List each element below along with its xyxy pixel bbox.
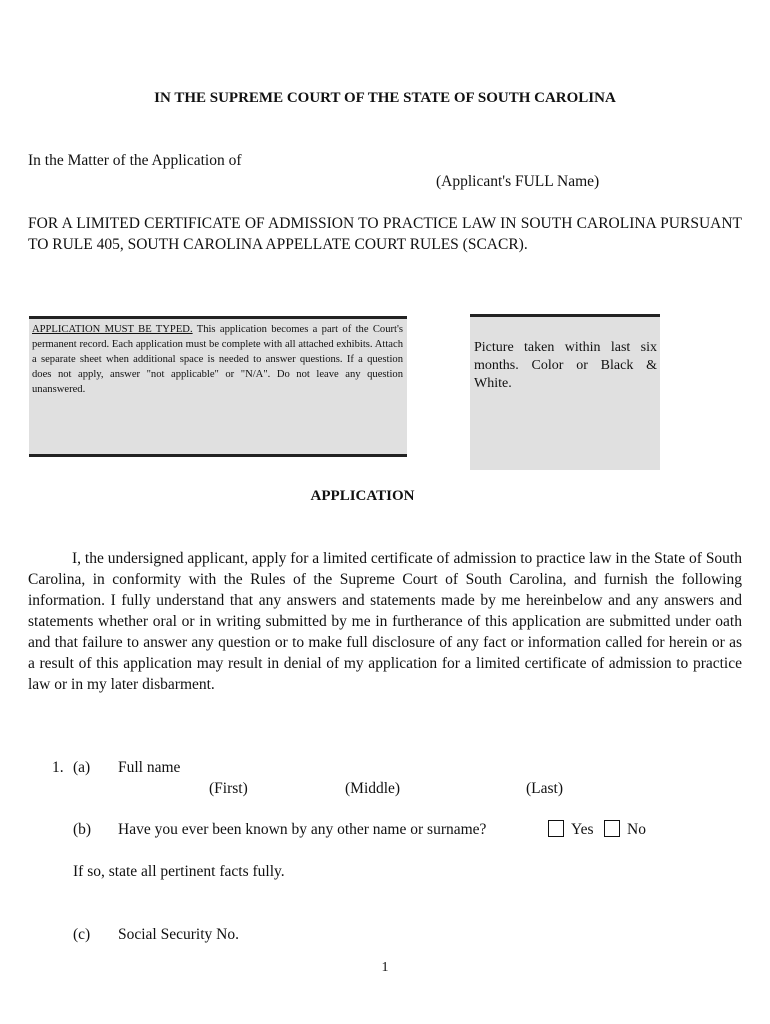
full-name-label: Full name — [118, 759, 181, 776]
question-number: 1. — [52, 759, 64, 776]
notice-box — [29, 316, 407, 457]
page-number: 1 — [381, 960, 389, 975]
yes-label: Yes — [571, 821, 594, 838]
question-c-label: (c) — [73, 926, 91, 943]
application-purpose: FOR A LIMITED CERTIFICATE OF ADMISSION TO PRACTICE LAW IN SOUTH CAROLINA PURSUANT TO RULE 405, SOUTH CAROLINA APPELLATE COURT RULES (SCACR). — [28, 215, 742, 253]
other-name-question: Have you ever been known by any other name or surname? — [118, 821, 487, 838]
applicant-statement: I, the undersigned applicant, apply for a limited certificate of admission to practice law in the State of South Carolina, in conformity with the Rules of the Supreme Court of South Carolina, and furnish the following information. I fully understand that any answers and statements made by me hereinbelow and any answers and statements whether oral or in writing submitted by me in furtherance of this application are submitted under oath and that failure to answer any question or to make full disclosure of any fact or information called for herein or as a result of this application may result in denial of my application for a limited certificate of admission to practice law or in my later disbarment. — [28, 550, 742, 693]
first-name-label: (First) — [209, 780, 248, 797]
court-title: IN THE SUPREME COURT OF THE STATE OF SOUTH CAROLINA — [154, 90, 616, 106]
matter-label: In the Matter of the Application of — [28, 152, 242, 169]
question-a-label: (a) — [73, 759, 91, 776]
no-checkbox[interactable] — [604, 820, 620, 837]
applicant-name-label: (Applicant's FULL Name) — [436, 173, 600, 190]
notice-typed-warning: APPLICATION MUST BE TYPED. — [32, 324, 193, 335]
last-name-label: (Last) — [526, 780, 564, 797]
middle-name-label: (Middle) — [345, 780, 401, 797]
application-heading: APPLICATION — [310, 488, 415, 504]
question-b-label: (b) — [73, 821, 92, 838]
ssn-label: Social Security No. — [118, 926, 239, 943]
photo-box — [470, 314, 660, 470]
yes-checkbox[interactable] — [548, 820, 564, 837]
photo-instructions: Picture taken within last six months. Color or Black & White. — [474, 340, 657, 391]
no-label: No — [627, 821, 646, 838]
if-so-instruction: If so, state all pertinent facts fully. — [73, 863, 285, 880]
notice-text: This application becomes a part of the Court's permanent record. Each application must be complete with all attached exhibits. Attach a separate sheet when additional space is needed to answer questions. If a question does not apply, answer "not applicable" or "N/A". Do not leave any question unanswered. — [32, 324, 403, 395]
